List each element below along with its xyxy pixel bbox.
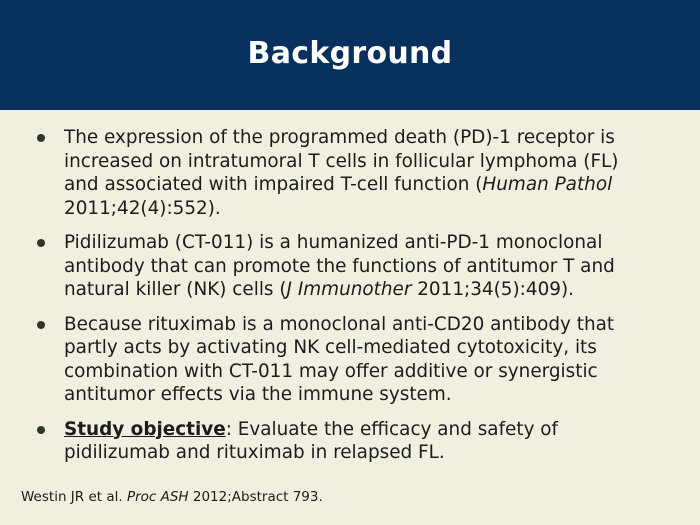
bullet-line: partly acts by activating NK cell-mediated cytotoxicity, its: [64, 337, 597, 358]
citation-journal: J Immunother: [286, 279, 412, 300]
slide-title: Background: [247, 35, 453, 71]
bullet-list: [37, 126, 677, 476]
footer-citation: Westin JR et al. Proc ASH 2012;Abstract 793.: [21, 489, 323, 505]
title-bar: [0, 0, 700, 110]
bullet-line: antibody that can promote the functions of antitumor T and: [64, 255, 615, 277]
bullet-line: The expression of the programmed death (PD)-1 receptor is: [64, 127, 615, 148]
bullet-item: [37, 313, 677, 407]
study-objective-label: Study objective: [64, 418, 226, 440]
bullet-line: and associated with impaired T-cell function (Human Pathol: [64, 174, 613, 195]
bullet-item: [37, 418, 677, 465]
bullet-dot-icon: [37, 134, 45, 142]
bullet-line: Because rituximab is a monoclonal anti-CD20 antibody that: [64, 313, 615, 335]
citation-journal: Human Pathol: [482, 174, 613, 195]
bullet-item: [37, 231, 677, 302]
bullet-line: pidilizumab and rituximab in relapsed FL.: [64, 442, 445, 463]
bullet-line: natural killer (NK) cells (J Immunother 2011;34(5):409).: [64, 279, 575, 300]
bullet-item: [37, 126, 677, 220]
bullet-dot-icon: [37, 321, 45, 329]
bullet-line: 2011;42(4):552).: [64, 197, 221, 219]
bullet-dot-icon: [37, 239, 45, 247]
bullet-line: combination with CT-011 may offer additive or synergistic: [64, 360, 598, 382]
bullet-line: antitumor effects via the immune system.: [64, 384, 452, 405]
bullet-line: Pidilizumab (CT-011) is a humanized anti-PD-1 monoclonal: [64, 232, 603, 253]
footer-journal: Proc ASH: [126, 489, 189, 505]
bullet-line: Study objective: Evaluate the efficacy and safety of: [64, 418, 559, 440]
bullet-line: increased on intratumoral T cells in follicular lymphoma (FL): [64, 150, 619, 172]
bullet-dot-icon: [37, 426, 45, 434]
